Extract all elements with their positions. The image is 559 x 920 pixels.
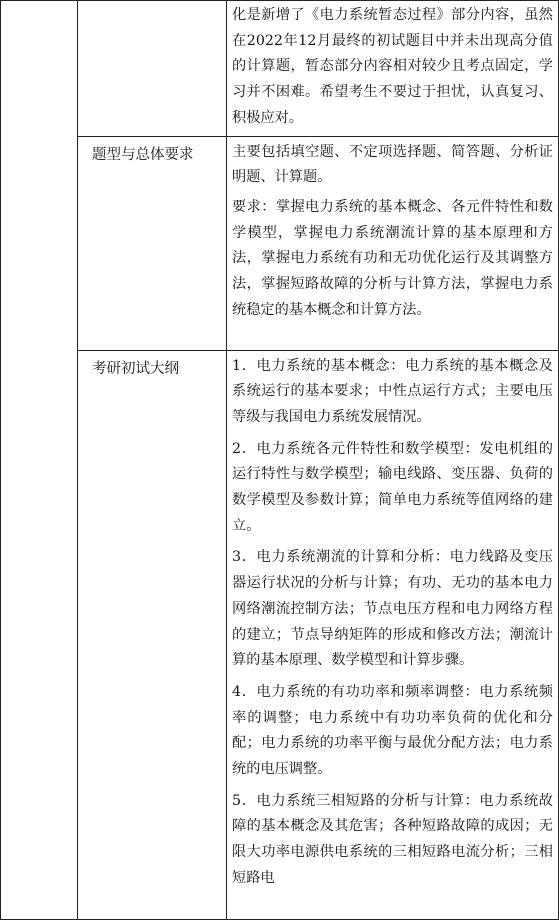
outline-item: 1．电力系统的基本概念：电力系统的基本概念及系统运行的基本要求；中性点运行方式；主要电压等级与我国电力系统发展情况。	[232, 357, 553, 425]
row-content-cell	[227, 350, 559, 919]
table-row	[1, 136, 559, 350]
row-label-cell	[78, 136, 227, 350]
row-content-cell	[227, 136, 559, 350]
outline-item: 3．电力系统潮流的计算和分析：电力线路及变压器运行状况的分析与计算；有功、无功的基本电力网络潮流控制方法；节点电压方程和电力网络方程的建立；节点导纳矩阵的形成和修改方法；潮流计算的基本原理、数学模型和计算步骤。	[232, 549, 553, 669]
table-row	[1, 1, 559, 137]
row-content-cell	[227, 1, 559, 137]
paragraph: 要求：掌握电力系统的基本概念、各元件特性和数学模型，掌握电力系统潮流计算的基本原理和方法，掌握电力系统有功和无功优化运行及其调整方法，掌握短路故障的分析与计算方法，掌握电力系统稳定的基本概念和计算方法。	[232, 198, 553, 318]
paragraph: 主要包括填空题、不定项选择题、简答题、分析证明题、计算题。	[232, 143, 553, 186]
row-label	[78, 1, 226, 9]
row-label-cell	[78, 350, 227, 919]
table-row	[1, 350, 559, 919]
row-label: 考研初试大纲	[92, 360, 179, 377]
outline-item: 2．电力系统各元件特性和数学模型：发电机组的运行特性与数学模型；输电线路、变压器、负荷的数学模型及参数计算；简单电力系统等值网络的建立。	[232, 440, 553, 534]
row-label-cell	[78, 1, 227, 137]
paragraph: 化是新增了《电力系统暂态过程》部分内容，虽然在2022年12月最终的初试题目中并未出现高分值的计算题，暂态部分内容相对较少且考点固定，学习并不困难。希望考生不要过于担忧，认真复习、积极应对。	[232, 7, 553, 126]
outline-item: 5．电力系统三相短路的分析与计算：电力系统故障的基本概念及其危害；各种短路故障的成因；无限大功率电源供电系统的三相短路电流分析；三相短路电	[232, 792, 553, 886]
row-label: 题型与总体要求	[92, 146, 194, 163]
outline-item: 4．电力系统的有功功率和频率调整：电力系统频率的调整；电力系统中有功功率负荷的优化和分配；电力系统的功率平衡与最优分配方法；电力系统的电压调整。	[232, 683, 553, 778]
outer-left-cell	[1, 1, 78, 920]
